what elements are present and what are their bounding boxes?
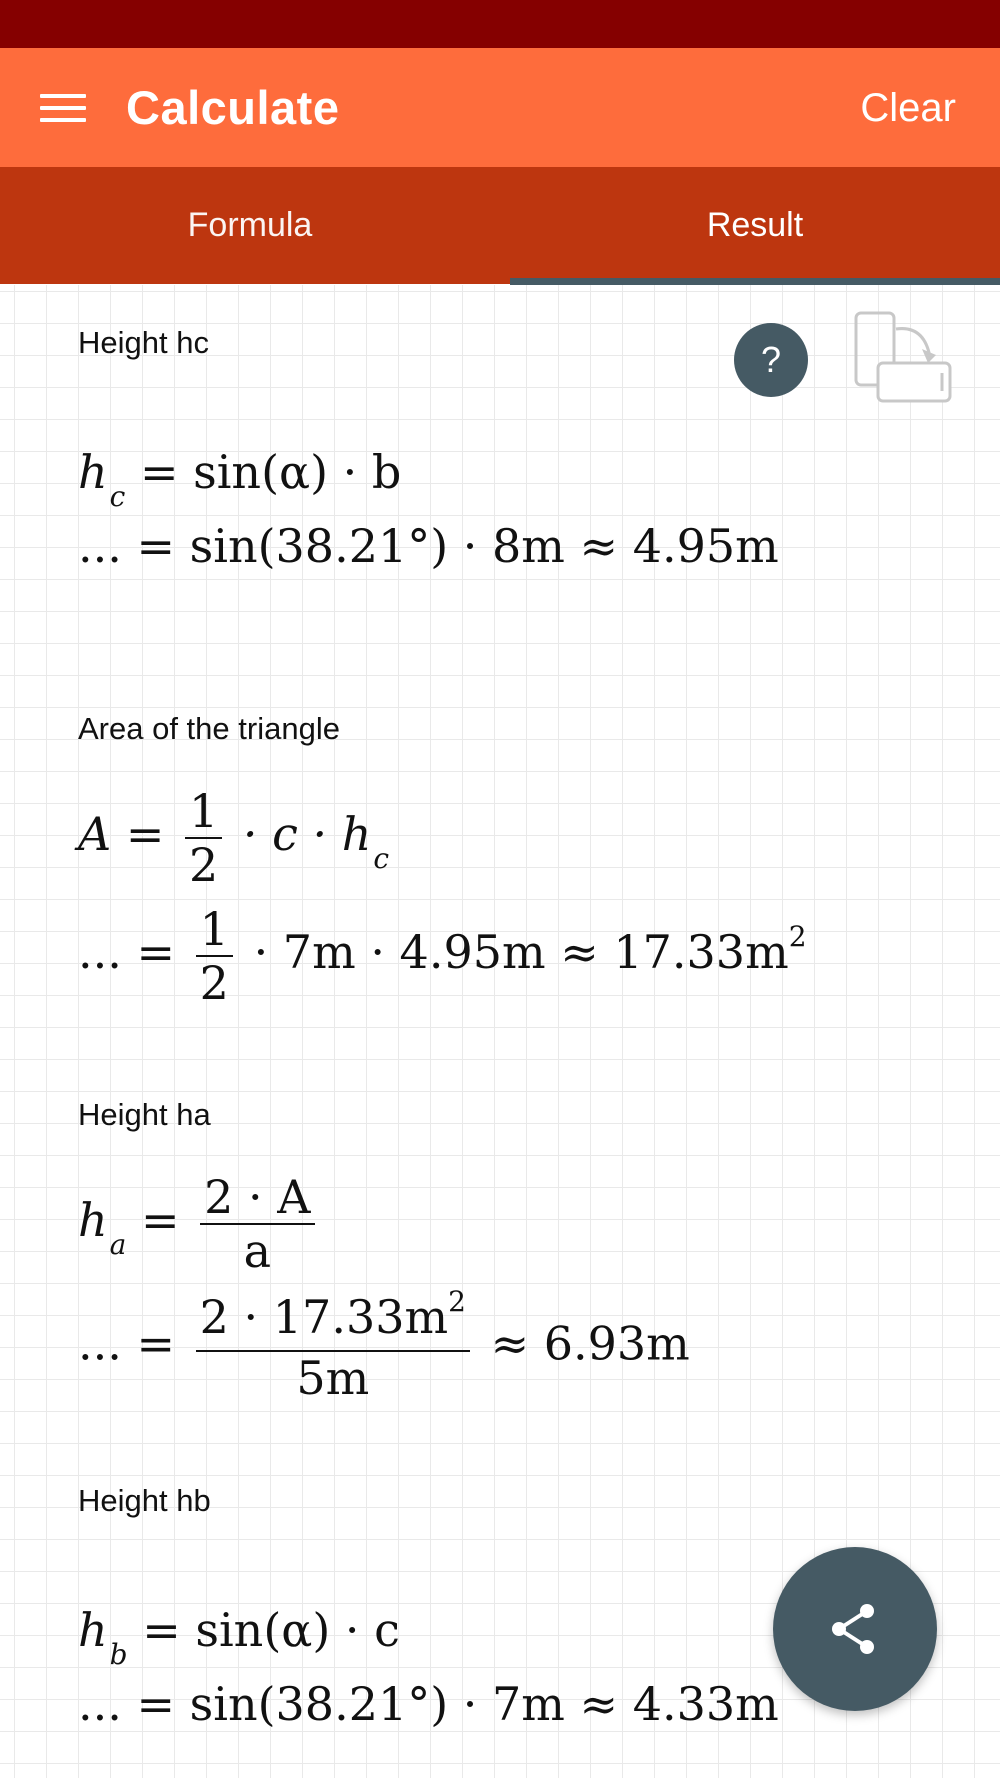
result-content[interactable]: [0, 285, 1000, 1778]
tab-bar: [0, 167, 1000, 284]
fraction-numerator: 2 · A: [200, 1173, 314, 1225]
formula-ha-line2: [78, 1285, 690, 1405]
superscript: 2: [788, 920, 807, 953]
numerator-text: 2 · 17.33m: [199, 1290, 449, 1344]
help-icon[interactable]: ?: [734, 323, 808, 397]
fraction-denominator: a: [243, 1224, 272, 1278]
formula-ha-line1: [78, 1170, 321, 1278]
active-tab-indicator: [510, 278, 1000, 285]
tab-result[interactable]: Result: [706, 206, 804, 244]
fraction-2a-over-a: [200, 1170, 314, 1278]
formula-hc-line1: [78, 445, 402, 513]
area-line2-rest: · 7m · 4.95m ≈ 17.33m: [253, 925, 789, 979]
formula-area-line1: [78, 784, 390, 892]
fraction-numerator: [196, 1285, 470, 1352]
area-rest: · c · h: [242, 807, 372, 861]
fraction-numerator: 1: [185, 787, 222, 839]
share-icon: [825, 1599, 885, 1659]
subscript: c: [109, 480, 126, 513]
formula-hb-line2: ... = sin(38.21°) · 7m ≈ 4.33m: [78, 1677, 779, 1731]
section-title-height-ha: Height ha: [78, 1097, 211, 1132]
subscript: b: [109, 1638, 128, 1671]
equals-sign: =: [140, 1193, 180, 1247]
formula-area-line2: [78, 902, 807, 1010]
area-lhs: A =: [78, 807, 165, 861]
share-button[interactable]: [773, 1547, 937, 1711]
section-title-area: Area of the triangle: [78, 711, 340, 746]
fraction-denominator: 5m: [296, 1351, 370, 1405]
fraction-area-over-a: [196, 1285, 470, 1405]
ha-line2-rest: ≈ 6.93m: [490, 1316, 690, 1371]
var-h: h: [78, 1193, 108, 1247]
ha-line2-prefix: ... =: [78, 1316, 176, 1371]
page-title: Calculate: [126, 81, 340, 134]
fraction-denominator: 2: [189, 838, 219, 892]
fraction-numerator: 1: [196, 905, 233, 957]
rotate-screen-icon[interactable]: [852, 309, 954, 407]
section-title-height-hc: Height hc: [78, 325, 209, 360]
clear-button[interactable]: Clear: [860, 86, 956, 130]
formula-hc-line2: ... = sin(38.21°) · 8m ≈ 4.95m: [78, 519, 779, 573]
section-title-height-hb: Height hb: [78, 1483, 211, 1518]
hamburger-menu-icon[interactable]: [40, 90, 86, 126]
var-h: h: [78, 445, 108, 499]
formula-hb-line1: [78, 1603, 400, 1671]
fraction-one-half: [185, 784, 222, 892]
subscript: c: [373, 842, 390, 875]
area-line2-prefix: ... =: [78, 925, 176, 979]
tab-formula[interactable]: Formula: [187, 206, 313, 244]
subscript: a: [109, 1228, 127, 1261]
superscript: 2: [448, 1285, 466, 1318]
formula-hc-rhs: = sin(α) · b: [139, 445, 402, 499]
formula-hb-rhs: = sin(α) · c: [142, 1603, 400, 1657]
app-bar: [0, 48, 1000, 167]
fraction-one-half: [196, 902, 233, 1010]
status-bar: [0, 0, 1000, 48]
var-h: h: [78, 1603, 108, 1657]
fraction-denominator: 2: [199, 956, 229, 1010]
